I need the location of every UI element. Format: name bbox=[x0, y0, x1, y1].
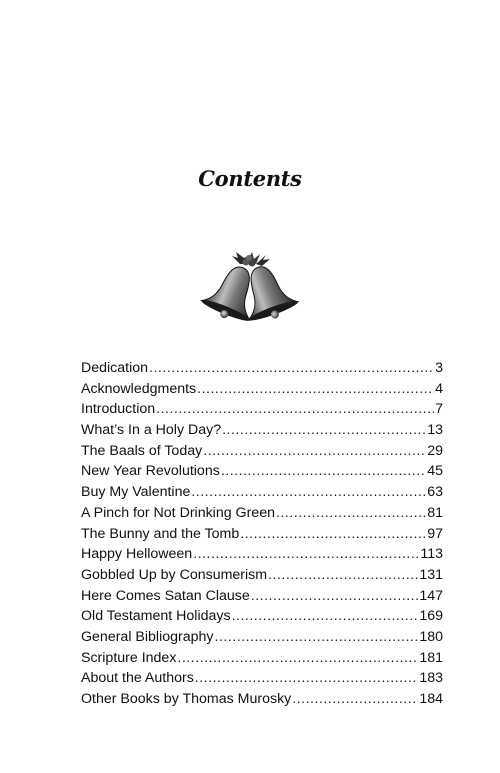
toc-entry-title: Buy My Valentine bbox=[81, 484, 191, 501]
table-of-contents bbox=[81, 358, 443, 710]
toc-entry[interactable] bbox=[81, 503, 443, 524]
page-title: Contents bbox=[198, 166, 302, 191]
toc-entry[interactable] bbox=[81, 544, 443, 565]
toc-leader-dots bbox=[191, 482, 426, 503]
toc-entry-page: 169 bbox=[419, 608, 443, 625]
toc-entry-title: A Pinch for Not Drinking Green bbox=[81, 504, 275, 521]
toc-leader-dots bbox=[268, 565, 418, 586]
toc-leader-dots bbox=[292, 689, 418, 710]
toc-entry-title: New Year Revolutions bbox=[81, 463, 220, 480]
toc-entry[interactable] bbox=[81, 627, 443, 648]
toc-leader-dots bbox=[232, 606, 419, 627]
toc-entry-page: 147 bbox=[419, 587, 443, 604]
toc-entry-title: Gobbled Up by Consumerism bbox=[81, 566, 268, 583]
toc-entry[interactable] bbox=[81, 586, 443, 607]
toc-entry-title: About the Authors bbox=[81, 670, 194, 687]
toc-entry-page: 180 bbox=[419, 628, 443, 645]
toc-leader-dots bbox=[177, 648, 418, 669]
toc-leader-dots bbox=[195, 668, 419, 689]
toc-entry[interactable] bbox=[81, 648, 443, 669]
toc-entry-title: Dedication bbox=[81, 360, 149, 376]
toc-entry-page: 63 bbox=[427, 484, 443, 501]
toc-entry[interactable] bbox=[81, 689, 443, 710]
toc-entry-title: Acknowledgments bbox=[81, 380, 197, 397]
toc-entry-page: 4 bbox=[435, 380, 443, 397]
toc-entry-page: 7 bbox=[435, 401, 443, 418]
toc-entry-title: Introduction bbox=[81, 401, 156, 418]
toc-entry[interactable] bbox=[81, 379, 443, 400]
toc-entry[interactable] bbox=[81, 358, 443, 379]
toc-entry-page: 97 bbox=[427, 525, 443, 542]
toc-entry-title: What’s In a Holy Day? bbox=[81, 422, 222, 439]
toc-entry-page: 184 bbox=[419, 691, 443, 707]
toc-entry[interactable] bbox=[81, 482, 443, 503]
toc-entry-page: 183 bbox=[419, 670, 443, 687]
toc-leader-dots bbox=[240, 524, 426, 545]
toc-leader-dots bbox=[203, 441, 426, 462]
toc-entry-page: 29 bbox=[427, 442, 443, 459]
toc-leader-dots bbox=[215, 627, 419, 648]
toc-leader-dots bbox=[193, 544, 419, 565]
toc-entry-title: Here Comes Satan Clause bbox=[81, 587, 250, 604]
toc-entry-title: Old Testament Holidays bbox=[81, 608, 231, 625]
toc-entry-page: 113 bbox=[420, 546, 443, 563]
toc-entry-title: Other Books by Thomas Murosky bbox=[81, 691, 292, 707]
toc-leader-dots bbox=[149, 358, 434, 379]
toc-entry[interactable] bbox=[81, 461, 443, 482]
toc-entry-page: 3 bbox=[435, 360, 443, 376]
toc-entry[interactable] bbox=[81, 524, 443, 545]
toc-entry-page: 81 bbox=[427, 504, 443, 521]
toc-entry[interactable] bbox=[81, 606, 443, 627]
toc-entry-title: The Baals of Today bbox=[81, 442, 203, 459]
toc-leader-dots bbox=[221, 461, 426, 482]
toc-entry-page: 181 bbox=[419, 649, 443, 666]
toc-leader-dots bbox=[197, 379, 434, 400]
toc-entry-title: General Bibliography bbox=[81, 628, 214, 645]
toc-entry[interactable] bbox=[81, 668, 443, 689]
toc-entry-title: Scripture Index bbox=[81, 649, 177, 666]
toc-leader-dots bbox=[156, 399, 434, 420]
toc-entry[interactable] bbox=[81, 565, 443, 586]
toc-entry-title: Happy Helloween bbox=[81, 546, 193, 563]
toc-entry[interactable] bbox=[81, 399, 443, 420]
toc-entry-page: 13 bbox=[427, 422, 443, 439]
toc-entry-page: 45 bbox=[427, 463, 443, 480]
toc-entry[interactable] bbox=[81, 420, 443, 441]
christmas-bells-icon bbox=[196, 250, 304, 328]
toc-entry-page: 131 bbox=[419, 566, 443, 583]
toc-leader-dots bbox=[251, 586, 419, 607]
toc-leader-dots bbox=[222, 420, 426, 441]
toc-entry-title: The Bunny and the Tomb bbox=[81, 525, 240, 542]
toc-entry[interactable] bbox=[81, 441, 443, 462]
toc-leader-dots bbox=[276, 503, 426, 524]
